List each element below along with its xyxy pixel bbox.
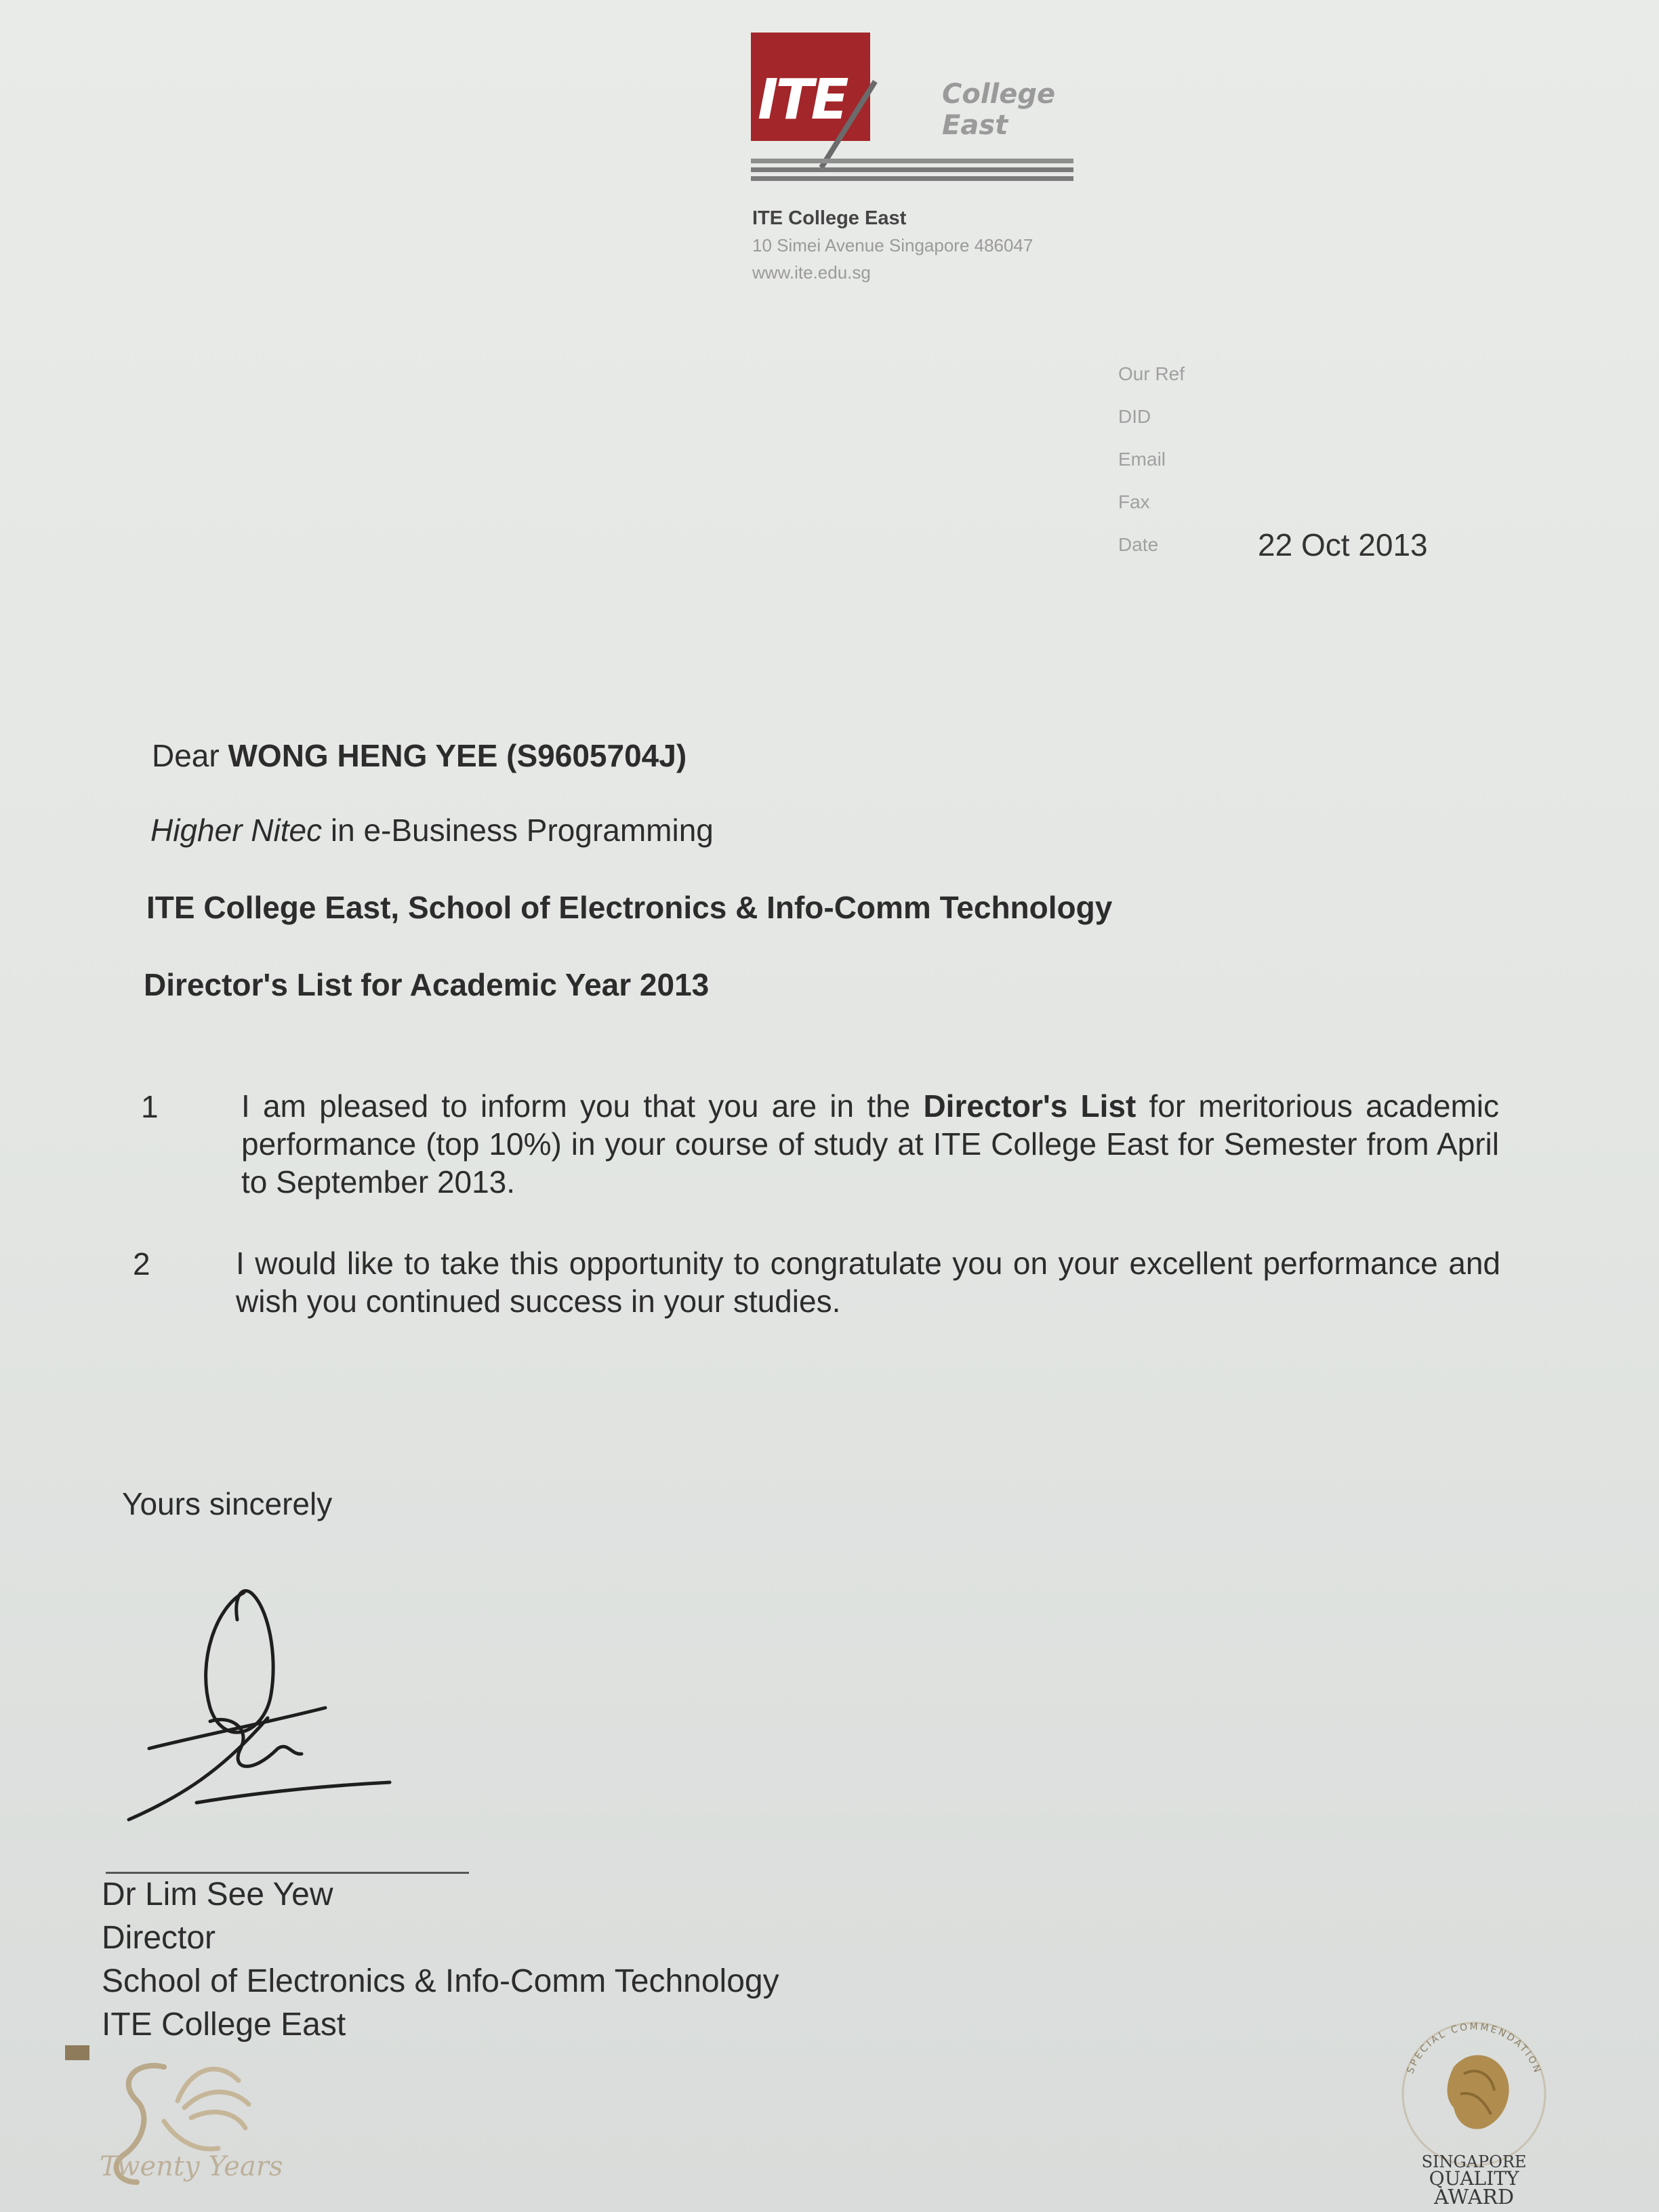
svg-text:Twenty Years: Twenty Years xyxy=(100,2151,283,2182)
org-address: 10 Simei Avenue Singapore 486047 xyxy=(752,235,1033,255)
signatory-organisation: ITE College East xyxy=(102,2007,346,2043)
school-heading: ITE College East, School of Electronics & Info-Comm Technology xyxy=(146,890,1113,925)
signatory-department: School of Electronics & Info-Comm Technology xyxy=(102,1963,779,1999)
org-name: ITE College East xyxy=(752,207,907,229)
ite-logo-mark xyxy=(751,33,870,141)
directors-list-emphasis: Director's List xyxy=(923,1088,1136,1124)
svg-text:SPECIAL COMMENDATION: SPECIAL COMMENDATION xyxy=(1405,2021,1544,2076)
ref-row-date: Date 22 Oct 2013 xyxy=(1118,527,1428,562)
letter-date: 22 Oct 2013 xyxy=(1258,527,1428,562)
ite-logo-text: ITE xyxy=(758,68,846,132)
signatory-title: Director xyxy=(102,1920,216,1956)
svg-text:QUALITY: QUALITY xyxy=(1429,2167,1519,2190)
twenty-years-emblem xyxy=(62,2040,347,2203)
signatory-block xyxy=(102,1873,779,2047)
reference-block xyxy=(1118,352,1428,566)
salutation: Dear WONG HENG YEE (S9605704J) xyxy=(152,738,687,773)
org-website: www.ite.edu.sg xyxy=(752,262,871,283)
letterhead-address xyxy=(752,205,1033,286)
logo-college-name: College East xyxy=(942,79,1056,141)
ref-row-fax: Fax xyxy=(1118,491,1150,512)
ref-row-did: DID xyxy=(1118,405,1151,427)
svg-text:AWARD: AWARD xyxy=(1433,2186,1515,2209)
paragraph-number: 2 xyxy=(133,1246,150,1282)
ite-logo xyxy=(751,33,1076,188)
svg-text:SINGAPORE: SINGAPORE xyxy=(1421,2152,1527,2171)
signatory-name: Dr Lim See Yew xyxy=(102,1877,333,1912)
handwritten-signature xyxy=(122,1579,407,1837)
ref-row-email: Email xyxy=(1118,448,1166,470)
paragraph-2: I would like to take this opportunity to congratulate you on your excellent performance and wish you continued success in your studies. xyxy=(236,1246,1500,1319)
singapore-quality-award-seal xyxy=(1389,2006,1559,2209)
programme-line: Higher Nitec in e-Business Programming xyxy=(150,813,714,848)
ref-row-our-ref: Our Ref xyxy=(1118,363,1185,384)
logo-rule-lines xyxy=(751,159,1073,185)
paragraph-1: I am pleased to inform you that you are in the Director's List for meritorious academic performance (top 10%) in your course of study at ITE College East for Semester from April to September 2013. xyxy=(241,1088,1499,1200)
closing: Yours sincerely xyxy=(122,1486,333,1521)
paragraph-number: 1 xyxy=(141,1089,159,1124)
subject-heading: Director's List for Academic Year 2013 xyxy=(144,967,710,1002)
recipient-name: WONG HENG YEE (S9605704J) xyxy=(228,738,687,773)
